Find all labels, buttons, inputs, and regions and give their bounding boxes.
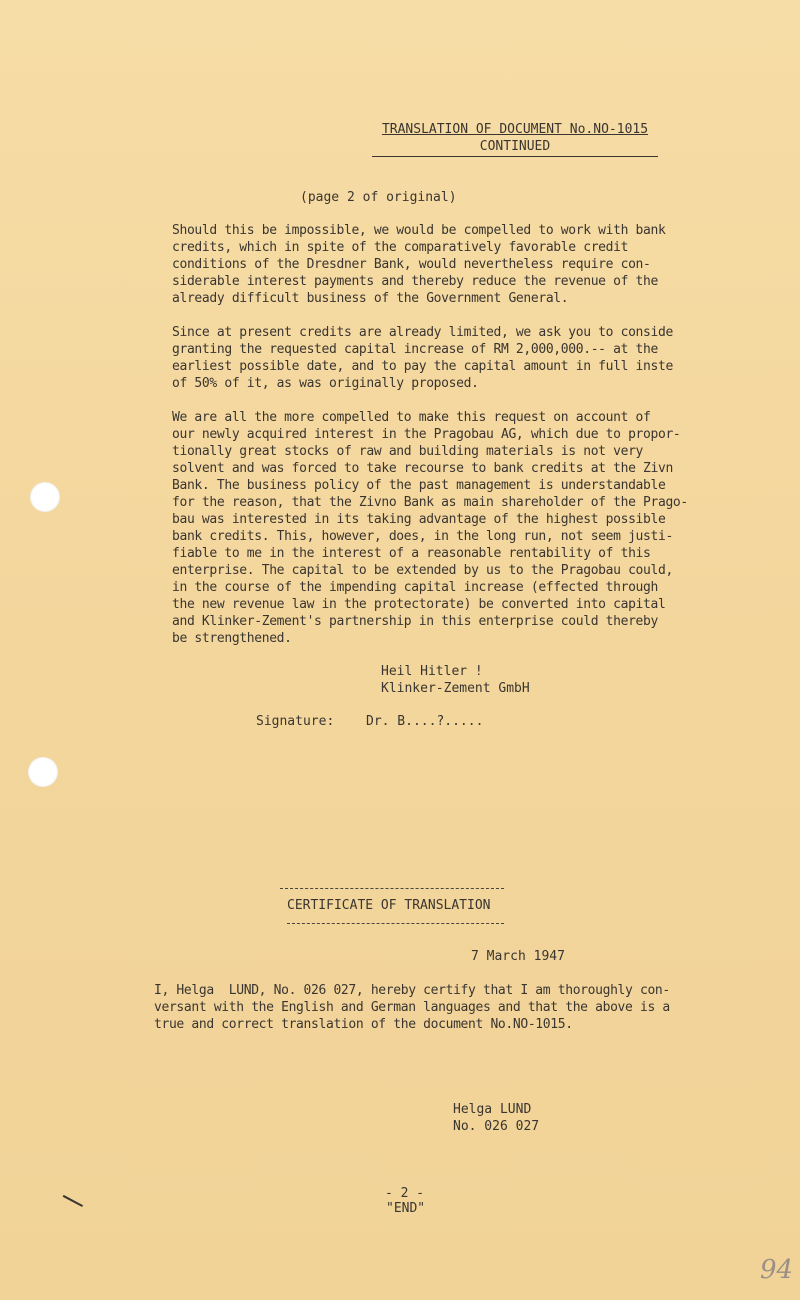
closing-company: Klinker-Zement GmbH bbox=[381, 681, 530, 696]
certificate-rule-bottom bbox=[287, 923, 504, 924]
certificate-title: CERTIFICATE OF TRANSLATION bbox=[287, 898, 491, 913]
paragraph-1: Should this be impossible, we would be compelled to work with bank credits, which in spite of the comparatively favorable credit conditions of the Dresdner Bank, would nevertheless require con- siderable interest payments and thereby reduce the revenue of the already difficult business of the Government General. bbox=[172, 223, 666, 306]
punch-hole-top bbox=[30, 482, 60, 512]
certificate-body: I, Helga LUND, No. 026 027, hereby certify that I am thoroughly con- versant with the English and German languages and that the above is a true and correct translation of the document No.NO-1015. bbox=[154, 983, 670, 1032]
signer-name: Helga LUND bbox=[453, 1102, 532, 1117]
page-note: (page 2 of original) bbox=[300, 190, 457, 205]
page-number: - 2 - bbox=[385, 1186, 425, 1201]
signature-value: Dr. B....?..... bbox=[366, 714, 484, 729]
stray-pen-mark bbox=[63, 1195, 83, 1207]
header-rule bbox=[372, 156, 658, 157]
signer-number: No. 026 027 bbox=[453, 1119, 540, 1134]
certificate-date: 7 March 1947 bbox=[471, 949, 565, 964]
closing-salutation: Heil Hitler ! bbox=[381, 664, 483, 679]
header-title: TRANSLATION OF DOCUMENT No.NO-1015 bbox=[381, 122, 649, 137]
header-subtitle: CONTINUED bbox=[479, 139, 551, 154]
handwritten-note: 94 bbox=[760, 1255, 794, 1285]
paragraph-3: We are all the more compelled to make this request on account of our newly acquired interest in the Pragobau AG, which due to propor- tionally great stocks of raw and building materials is not very solvent and was forced to take recourse to bank credits at the Zivn Bank. The business policy of the past management is understandable for the reason, that the Zivno Bank as main shareholder of the Prago- bau was interested in its taking advantage of the highest possible bank credits. This, however, does, in the long run, not seem justi- fiable to me in the interest of a reasonable rentability of this enterprise. The capital to be extended by us to the Pragobau could, in the course of the impending capital increase (effected through the new revenue law in the protectorate) be converted into capital and Klinker-Zement's partnership in this enterprise could thereby be strengthened. bbox=[172, 410, 688, 646]
signature-label: Signature: bbox=[256, 714, 335, 729]
punch-hole-bottom bbox=[28, 757, 58, 787]
document-header bbox=[372, 121, 658, 157]
paragraph-2: Since at present credits are already limited, we ask you to conside granting the requested capital increase of RM 2,000,000.-- at the earliest possible date, and to pay the capital amount in full inste of 50% of it, as was originally proposed. bbox=[172, 325, 673, 391]
certificate-rule-top bbox=[280, 888, 504, 889]
end-mark: "END" bbox=[386, 1201, 426, 1216]
